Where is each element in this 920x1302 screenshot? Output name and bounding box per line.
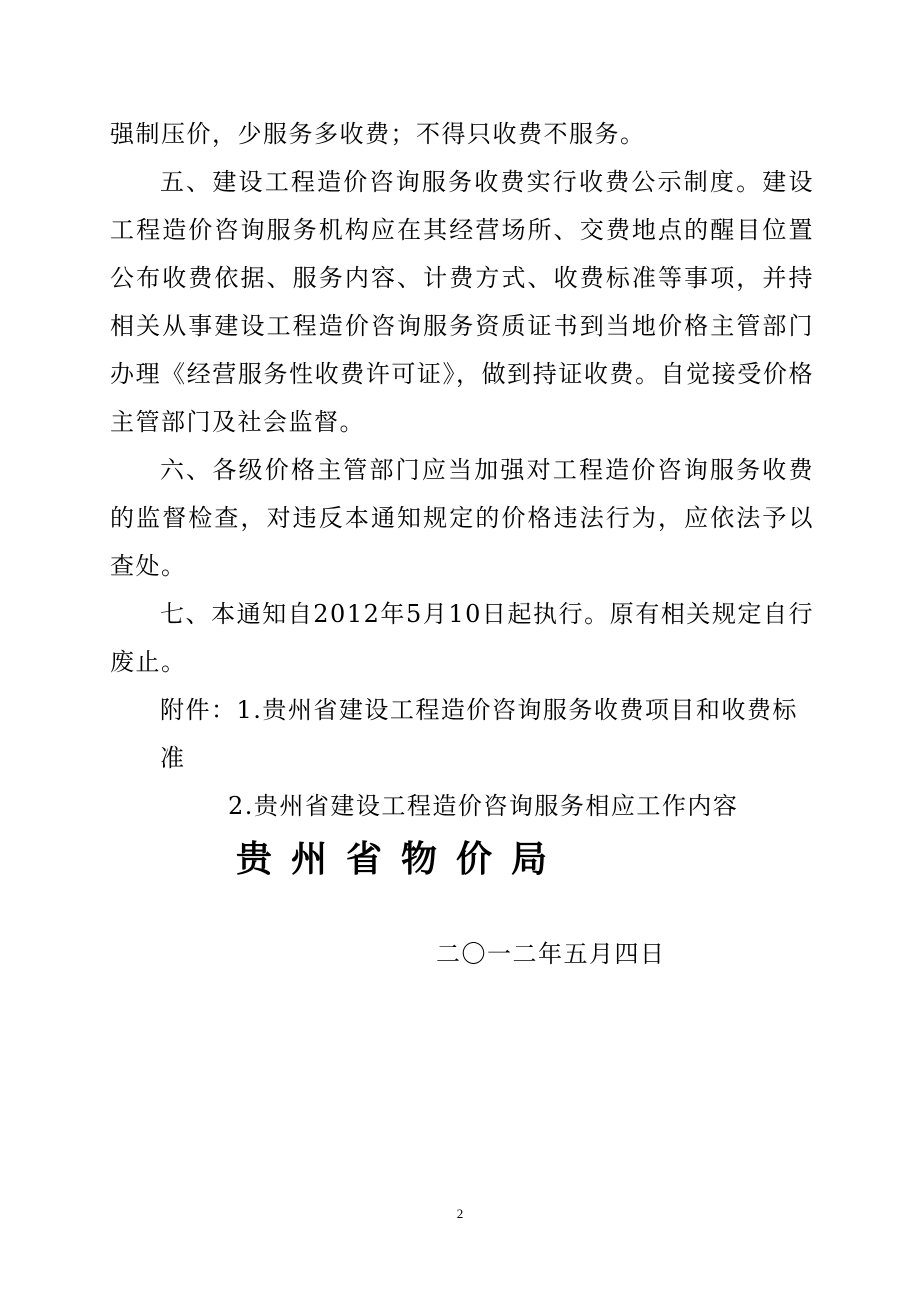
issue-date: 二〇一二年五月四日 bbox=[436, 940, 666, 968]
paragraph-five-fee-disclosure: 五、建设工程造价咨询服务收费实行收费公示制度。建设工程造价咨询服务机构应在其经营场所、交费地点的醒目位置公布收费依据、服务内容、计费方式、收费标准等事项，并持相关从事建设工程造价咨询服务资质证书到当地价格主管部门办理《经营服务性收费许可证》，做到持证收费。自觉接受价格主管部门及社会监督。 bbox=[110, 168, 814, 436]
document-body bbox=[110, 110, 814, 830]
attachment-item-1: 1.贵州省建设工程造价咨询服务收费项目和收费标准 bbox=[160, 696, 798, 772]
attachments-label: 附件： bbox=[160, 696, 237, 724]
paragraph-seven-effective-date: 七、本通知自2012年5月10日起执行。原有相关规定自行废止。 bbox=[110, 600, 814, 676]
attachment-item-2: 2.贵州省建设工程造价咨询服务相应工作内容 bbox=[228, 792, 739, 820]
paragraph-continued: 强制压价，少服务多收费；不得只收费不服务。 bbox=[110, 120, 646, 148]
attachments-line-1 bbox=[110, 686, 814, 782]
paragraph-six-supervision: 六、各级价格主管部门应当加强对工程造价咨询服务收费的监督检查，对违反本通知规定的价格违法行为，应依法予以查处。 bbox=[110, 456, 814, 580]
issuer-name: 贵州省物价局 bbox=[236, 839, 567, 880]
page-number: 2 bbox=[456, 1206, 464, 1221]
